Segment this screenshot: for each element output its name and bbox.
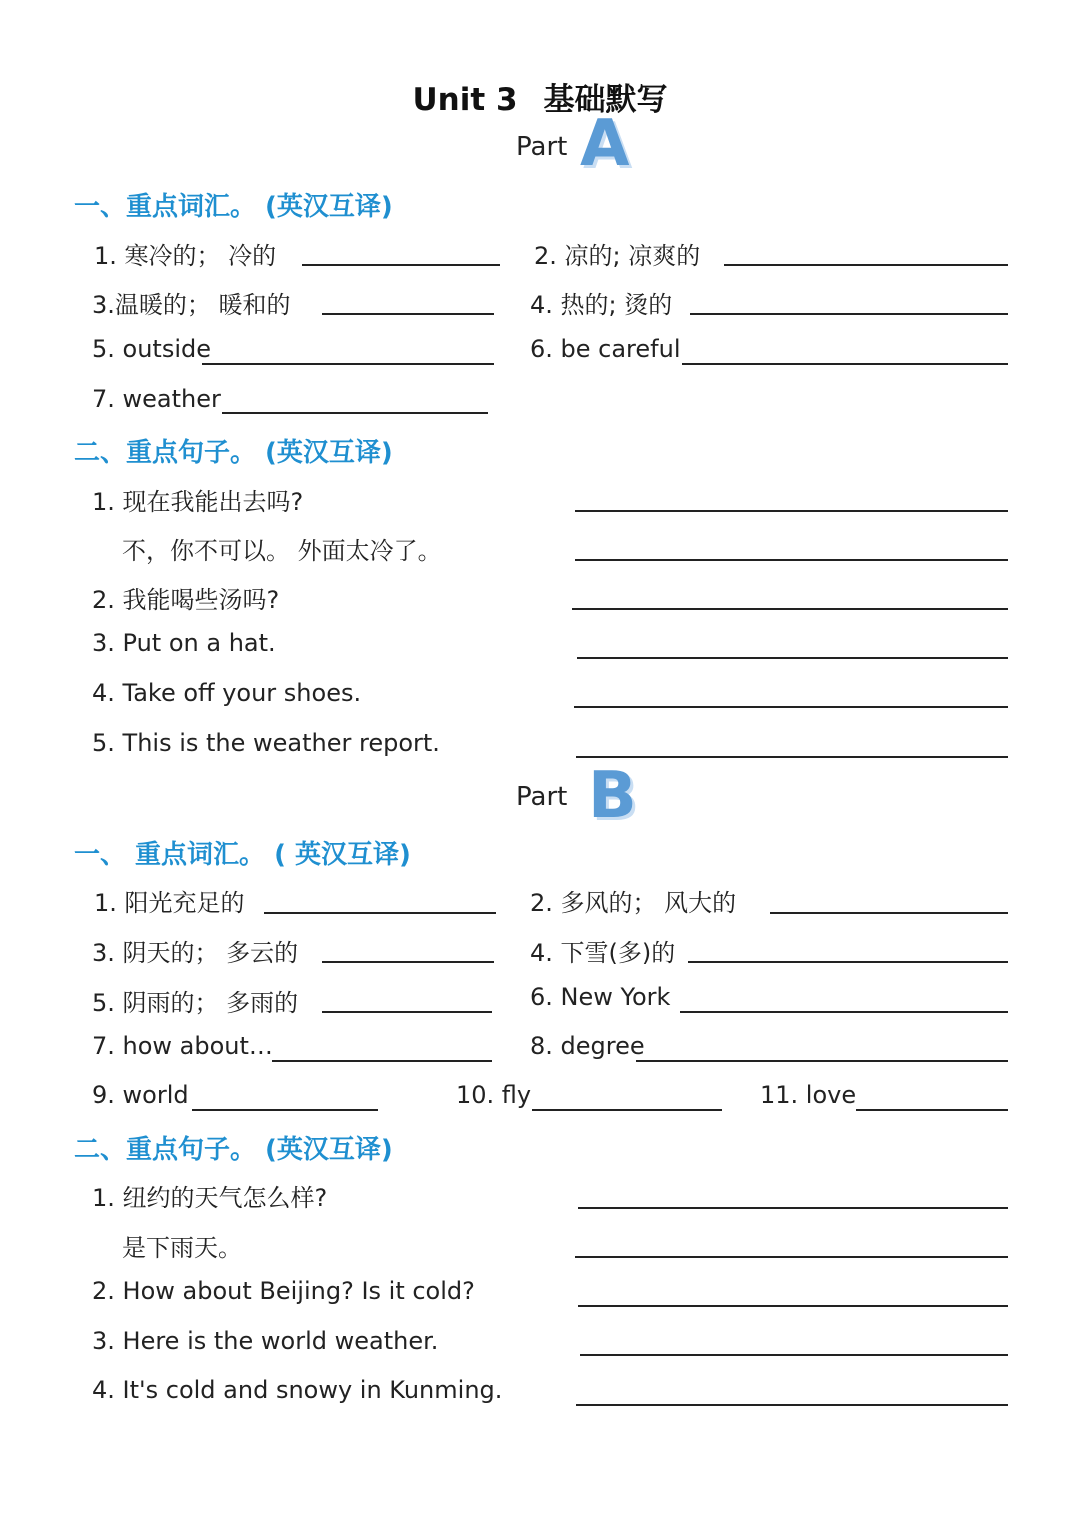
part-a-vocab-item: 2. 凉的; 凉爽的 <box>534 242 701 270</box>
part-b-vocab-item: 4. 下雪(多)的 <box>530 939 676 967</box>
answer-line[interactable] <box>680 1011 1008 1013</box>
answer-line[interactable] <box>192 1109 378 1111</box>
title-subtitle: 基础默写 <box>543 82 668 118</box>
answer-line[interactable] <box>576 1404 1008 1406</box>
answer-line[interactable] <box>575 1256 1008 1258</box>
answer-line[interactable] <box>575 510 1008 512</box>
part-b-vocab-item: 5. 阴雨的； 多雨的 <box>92 989 299 1017</box>
part-a-vocab-item: 5. outside <box>92 335 212 363</box>
answer-line[interactable] <box>574 706 1008 708</box>
part-a-sentence-item: 4. Take off your shoes. <box>92 679 362 707</box>
part-a-vocab-item: 3.温暖的； 暖和的 <box>92 291 291 319</box>
answer-line[interactable] <box>578 1305 1008 1307</box>
answer-line[interactable] <box>532 1109 722 1111</box>
part-a-sentence-item: 5. This is the weather report. <box>92 729 440 757</box>
part-a-sentence-item: 2. 我能喝些汤吗? <box>92 586 280 614</box>
answer-line[interactable] <box>272 1060 492 1062</box>
answer-line[interactable] <box>202 363 494 365</box>
answer-line[interactable] <box>322 961 494 963</box>
answer-line[interactable] <box>636 1060 1008 1062</box>
answer-line[interactable] <box>856 1109 1008 1111</box>
part-b-sentence-item: 3. Here is the world weather. <box>92 1327 439 1355</box>
part-a-sentence-item: 3. Put on a hat. <box>92 629 276 657</box>
part-b-vocab-item: 2. 多风的； 风大的 <box>530 889 737 917</box>
part-b-vocab-item: 7. how about… <box>92 1032 273 1060</box>
answer-line[interactable] <box>770 912 1008 914</box>
part-a-vocab-item: 1. 寒冷的； 冷的 <box>94 242 277 270</box>
unit-label: Unit 3 <box>412 82 518 118</box>
part-b-vocab-item: 1. 阳光充足的 <box>94 889 245 917</box>
part-b-vocab-item: 11. love <box>760 1081 857 1109</box>
part-b-sentence-item: 4. It's cold and snowy in Kunming. <box>92 1376 503 1404</box>
answer-line[interactable] <box>302 264 500 266</box>
part-a-vocab-item: 6. be careful <box>530 335 681 363</box>
answer-line[interactable] <box>222 412 488 414</box>
answer-line[interactable] <box>322 313 494 315</box>
part-b-sentence-item: 2. How about Beijing? Is it cold? <box>92 1277 475 1305</box>
part-b-vocab-item: 6. New York <box>530 983 671 1011</box>
page-title <box>0 74 1080 119</box>
part-b-sentence-item: 1. 纽约的天气怎么样? <box>92 1184 328 1212</box>
part-a-sentence-item: 不，你不可以。 外面太冷了。 <box>122 537 442 565</box>
answer-line[interactable] <box>690 313 1008 315</box>
answer-line[interactable] <box>572 608 1008 610</box>
part-b-label: Part <box>516 782 568 812</box>
answer-line[interactable] <box>580 1354 1008 1356</box>
answer-line[interactable] <box>577 657 1008 659</box>
answer-line[interactable] <box>575 559 1008 561</box>
part-b-vocab-item: 9. world <box>92 1081 189 1109</box>
answer-line[interactable] <box>578 1207 1008 1209</box>
part-a-sentence-item: 1. 现在我能出去吗? <box>92 488 304 516</box>
part-a-label: Part <box>516 132 568 162</box>
part-b-sentence-heading: 二、重点句子。 (英汉互译) <box>74 1135 393 1165</box>
part-a-vocab-item: 7. weather <box>92 385 221 413</box>
answer-line[interactable] <box>264 912 496 914</box>
part-a-vocab-item: 4. 热的; 烫的 <box>530 291 673 319</box>
part-b-vocab-item: 8. degree <box>530 1032 645 1060</box>
part-a-sentence-heading: 二、重点句子。 (英汉互译) <box>74 438 393 468</box>
part-b-letter: B <box>588 759 637 833</box>
answer-line[interactable] <box>724 264 1008 266</box>
part-a-vocab-heading: 一、重点词汇。 (英汉互译) <box>74 192 393 222</box>
answer-line[interactable] <box>682 363 1008 365</box>
part-b-vocab-heading: 一、 重点词汇。 ( 英汉互译) <box>74 840 411 870</box>
answer-line[interactable] <box>688 961 1008 963</box>
part-b-vocab-item: 10. fly <box>456 1081 532 1109</box>
part-b-sentence-item: 是下雨天。 <box>122 1234 242 1262</box>
answer-line[interactable] <box>322 1011 492 1013</box>
part-a-letter: A <box>580 107 630 181</box>
answer-line[interactable] <box>576 756 1008 758</box>
part-b-vocab-item: 3. 阴天的； 多云的 <box>92 939 299 967</box>
